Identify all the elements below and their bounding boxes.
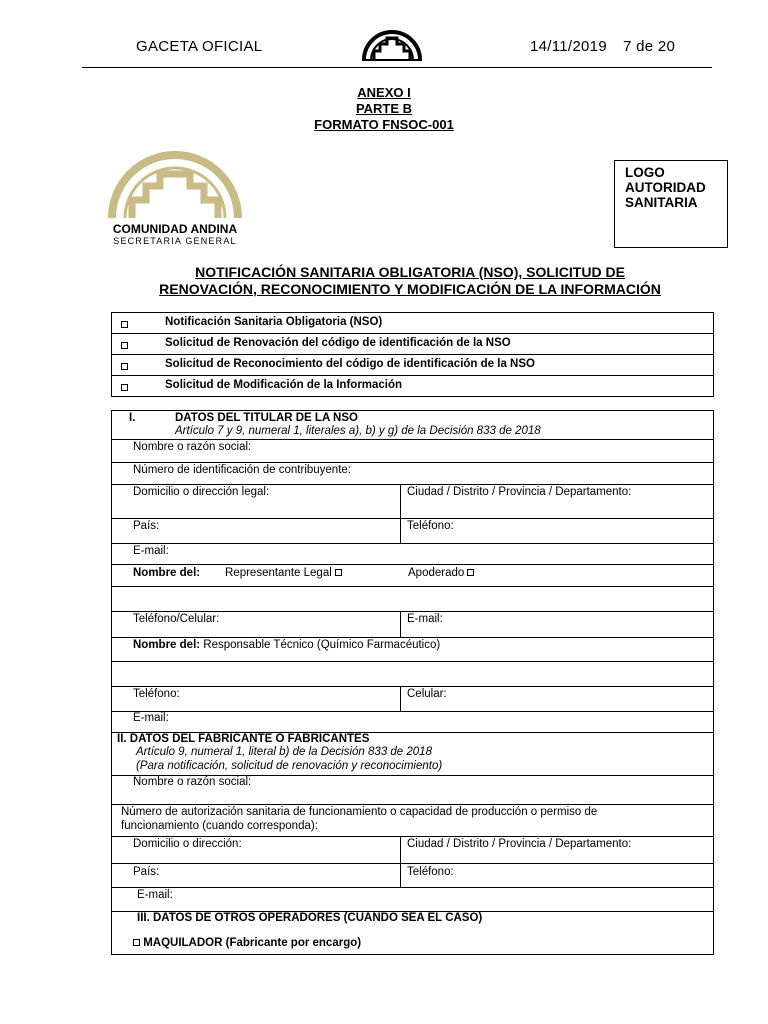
title-line-2: RENOVACIÓN, RECONOCIMIENTO Y MODIFICACIÓN DE LA INFORMACIÓN (159, 281, 661, 297)
option-nso[interactable] (112, 313, 713, 333)
option-label: Solicitud de Reconocimiento del código de identificación de la NSO (165, 358, 535, 370)
address-row (112, 485, 713, 519)
phone-field[interactable] (400, 519, 713, 543)
annex-title: ANEXO I (357, 85, 411, 100)
technical-name-field[interactable] (112, 662, 713, 687)
title-line-1: NOTIFICACIÓN SANITARIA OBLIGATORIA (NSO), SOLICITUD DE (195, 264, 625, 280)
option-label: Representante Legal (225, 567, 332, 579)
option-label: Notificación Sanitaria Obligatoria (NSO) (165, 316, 383, 328)
field-label: Número de autorización sanitaria de funcionamiento o capacidad de producción o permiso de (121, 806, 598, 818)
field-label: Teléfono: (407, 866, 454, 878)
option-renewal[interactable] (112, 334, 713, 354)
manufacturer-name-field[interactable] (112, 776, 713, 805)
comunidad-andina-logo-icon (108, 148, 242, 220)
field-label: Nombre o razón social: (133, 776, 252, 788)
holder-name-field[interactable] (112, 440, 713, 463)
option-recognition[interactable] (112, 355, 713, 375)
document-title (80, 264, 740, 298)
section-2-title: II. DATOS DEL FABRICANTE O FABRICANTES (117, 733, 370, 745)
field-label: Ciudad / Distrito / Provincia / Departamento: (407, 838, 632, 850)
section-1-header (112, 411, 713, 440)
logo-authority-box (614, 160, 728, 248)
technical-contact-row (112, 687, 713, 712)
field-label: E-mail: (133, 712, 169, 724)
field-label: Teléfono/Celular: (133, 613, 220, 625)
section-1-number: I. (129, 412, 136, 424)
manufacturer-phone-field[interactable] (400, 864, 713, 887)
gazette-title: GACETA OFICIAL (136, 38, 263, 55)
gazette-date: 14/11/2019 (530, 38, 607, 55)
option-label: Solicitud de Renovación del código de identificación de la NSO (165, 337, 511, 349)
option-label: Apoderado (408, 567, 465, 579)
manufacturer-country-field[interactable] (112, 864, 400, 887)
section-2-reference: Artículo 9, numeral 1, literal b) de la Decisión 833 de 2018 (136, 746, 432, 758)
manufacturer-authorization-field[interactable] (112, 805, 713, 837)
option-proxy[interactable] (408, 567, 474, 579)
option-label: Solicitud de Modificación de la Información (165, 379, 403, 391)
field-label: Teléfono: (407, 520, 454, 532)
checkbox-icon[interactable] (121, 321, 128, 328)
field-label: Ciudad / Distrito / Provincia / Departamento: (407, 486, 632, 498)
annex-part: PARTE B (355, 101, 413, 116)
checkbox-icon[interactable] (467, 569, 474, 576)
technical-cell-field[interactable] (400, 687, 713, 711)
field-label: Domicilio o dirección: (133, 838, 242, 850)
country-field[interactable] (112, 519, 400, 543)
manufacturer-address-field[interactable] (112, 837, 400, 863)
field-label: Nombre del: (133, 567, 201, 579)
manufacturer-city-field[interactable] (400, 837, 713, 863)
field-label: Nombre del: (133, 639, 201, 651)
nso-form (111, 410, 714, 955)
country-row (112, 519, 713, 544)
section-2-note: (Para notificación, solicitud de renovación y reconocimiento) (136, 760, 443, 772)
taxid-field[interactable] (112, 463, 713, 485)
field-label: funcionamiento (cuando corresponda): (121, 820, 318, 832)
section-2-header (112, 733, 713, 776)
manufacturer-email-field[interactable] (112, 888, 713, 912)
option-legal-representative[interactable] (225, 567, 342, 579)
address-field[interactable] (112, 485, 400, 518)
manufacturer-country-row (112, 864, 713, 888)
email-field[interactable] (112, 544, 713, 565)
section-3-header (112, 912, 713, 954)
manufacturer-address-row (112, 837, 713, 864)
logo-box-line: SANITARIA (625, 195, 698, 210)
section-1-title: DATOS DEL TITULAR DE LA NSO (175, 412, 358, 424)
checkbox-icon[interactable] (121, 342, 128, 349)
checkbox-icon[interactable] (133, 939, 140, 946)
representative-type-row (112, 565, 713, 587)
city-field[interactable] (400, 485, 713, 518)
field-label: Nombre o razón social: (133, 441, 252, 453)
representative-name-field[interactable] (112, 587, 713, 612)
field-label: Responsable Técnico (Químico Farmacéutico) (203, 639, 441, 651)
comunidad-andina-name: COMUNIDAD ANDINA (112, 222, 238, 236)
checkbox-icon[interactable] (121, 363, 128, 370)
representative-phone-field[interactable] (112, 612, 400, 637)
logo-box-line: LOGO (625, 165, 665, 180)
secretaria-general-label: SECRETARIA GENERAL (113, 236, 237, 246)
page-number: 7 de 20 (623, 38, 676, 55)
checkbox-icon[interactable] (121, 384, 128, 391)
representative-email-field[interactable] (400, 612, 713, 637)
field-label: Número de identificación de contribuyente: (133, 464, 351, 476)
option-maquilador[interactable] (133, 937, 361, 949)
comunidad-andina-emblem-icon (361, 26, 423, 62)
section-3-title: III. DATOS DE OTROS OPERADORES (CUANDO SEA EL CASO) (137, 912, 483, 924)
technical-responsible-row (112, 638, 713, 662)
field-label: País: (133, 866, 160, 878)
field-label: Teléfono: (133, 688, 180, 700)
field-label: Domicilio o dirección legal: (133, 486, 270, 498)
checkbox-icon[interactable] (335, 569, 342, 576)
option-label: MAQUILADOR (Fabricante por encargo) (143, 937, 362, 949)
logo-box-line: AUTORIDAD (625, 180, 706, 195)
section-1-reference: Artículo 7 y 9, numeral 1, literales a), b) y g) de la Decisión 833 de 2018 (175, 425, 541, 437)
field-label: País: (133, 520, 160, 532)
field-label: E-mail: (133, 545, 169, 557)
field-label: E-mail: (407, 613, 443, 625)
representative-contact-row (112, 612, 713, 638)
technical-phone-field[interactable] (112, 687, 400, 711)
request-type-options (111, 312, 714, 397)
technical-email-field[interactable] (112, 712, 713, 733)
field-label: Celular: (407, 688, 447, 700)
header-rule (82, 67, 712, 68)
field-label: E-mail: (137, 889, 173, 901)
option-modification[interactable] (112, 376, 713, 396)
annex-format: FORMATO FNSOC-001 (314, 117, 454, 132)
